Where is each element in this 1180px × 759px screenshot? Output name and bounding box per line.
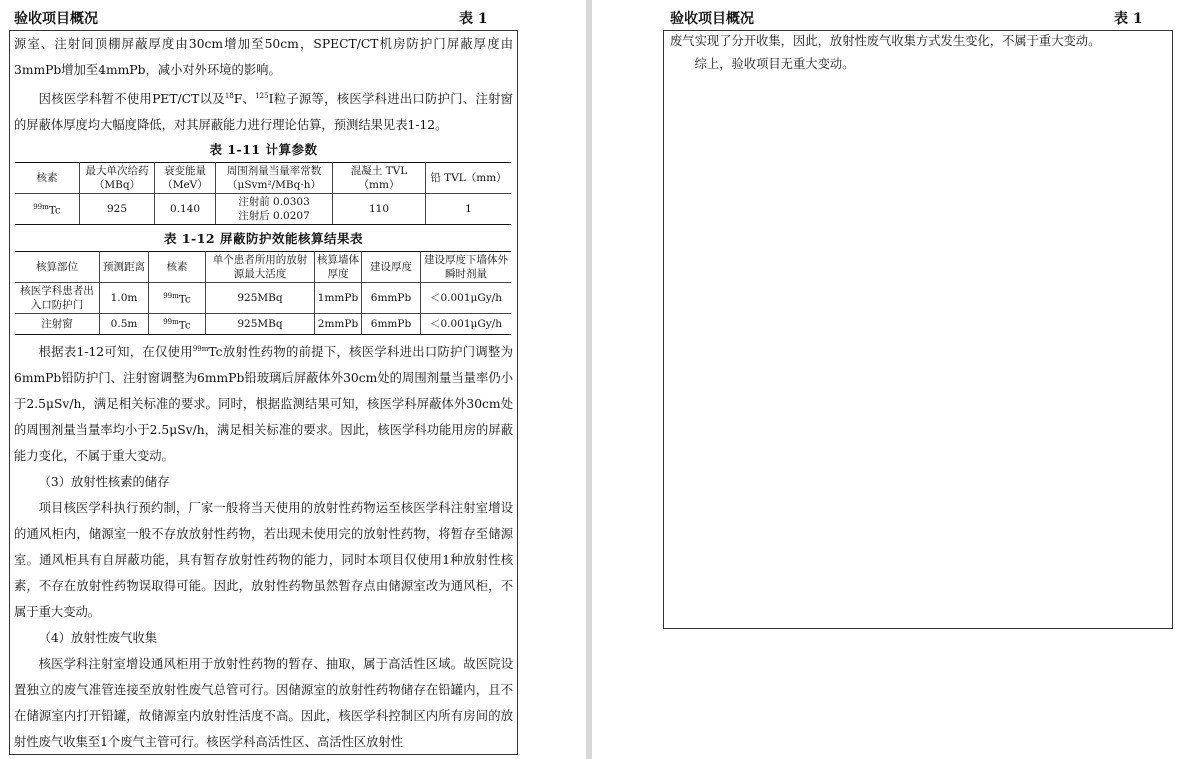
table-cell: 2mmPb [315, 314, 362, 335]
table-header-cell: 核算墙体厚度 [315, 252, 362, 283]
table-cell-nuclide: $^{99m}$Tc [15, 194, 80, 225]
table-header-cell: 混凝土 TVL（mm） [333, 163, 426, 194]
table-cell: 925 [80, 194, 155, 225]
table-header-row [15, 252, 511, 283]
section-heading-nuclide-storage: （3）放射性核素的储存 [38, 474, 170, 489]
paragraph-nuclide-storage: 项目核医学科执行预约制，厂家一般将当天使用的放射性药物运至核医学科注射室增设的通风柜内，储源室一般不存放放射性药物，若出现未使用完的放射性药物，将暂存至储源室。通风柜具有自屏蔽功能，具有暂存放射性药物的能力，同时本项目仅使用1种放射性核素，不存在放射性药物误取得可能。因此，放射性药物虽然暂存点由储源室改为通风柜，不属于重大变动。 [14, 500, 513, 619]
document-page-right [592, 0, 1180, 759]
table-cell: 核医学科患者出入口防护门 [15, 283, 100, 314]
table-row [15, 314, 511, 335]
table-cell: 注射窗 [15, 314, 100, 335]
document-page-left [0, 0, 586, 759]
table-1-12-caption: 表 1-12 屏蔽防护效能核算结果表 [164, 231, 363, 247]
table-cell: 6mmPb [362, 314, 421, 335]
table-header-row [15, 163, 511, 194]
table-header-cell: 单个患者所用的放射源最大活度 [206, 252, 315, 283]
table-cell: 1.0m [100, 283, 149, 314]
page-header-title: 验收项目概况 [14, 11, 98, 27]
content-frame [9, 30, 518, 755]
table-1-11-caption: 表 1-11 计算参数 [209, 142, 318, 158]
table-cell: 1 [426, 194, 512, 225]
table-header-cell: 建设厚度下墙体外瞬时剂量 [421, 252, 512, 283]
table-cell: ＜0.001μGy/h [421, 283, 512, 314]
table-cell: 0.140 [155, 194, 216, 225]
table-cell: 110 [333, 194, 426, 225]
table-cell: 注射前 0.0303 注射后 0.0207 [216, 194, 333, 225]
paragraph-exhaust-conclusion: 废气实现了分开收集，因此，放射性废气收集方式发生变化，不属于重大变动。 [670, 34, 1101, 48]
table-row [15, 283, 511, 314]
paragraph-shielding-change: 源室、注射间顶棚屏蔽厚度由30cm增加至50cm，SPECT/CT机房防护门屏蔽厚度由3mmPb增加至4mmPb，减小对外环境的影响。 [14, 37, 513, 77]
table-header-cell: 预测距离 [100, 252, 149, 283]
table-header-cell: 核素 [15, 163, 80, 194]
table-header-cell: 核算部位 [15, 252, 100, 283]
table-header-cell: 铅 TVL（mm） [426, 163, 512, 194]
table-header-cell: 建设厚度 [362, 252, 421, 283]
section-heading-exhaust-collection: （4）放射性废气收集 [38, 630, 158, 645]
table-header-cell: 衰变能量（MeV） [155, 163, 216, 194]
table-cell: ＜0.001μGy/h [421, 314, 512, 335]
table-row [15, 194, 511, 225]
table-cell: 925MBq [206, 283, 315, 314]
paragraph-summary: 综上，验收项目无重大变动。 [694, 57, 855, 71]
table-cell: 1mmPb [315, 283, 362, 314]
table-1-12-results [15, 251, 511, 335]
page-header-table-number: 表 1 [1114, 11, 1143, 27]
page-header-title: 验收项目概况 [670, 11, 754, 27]
table-header-cell: 最大单次给药（MBq） [80, 163, 155, 194]
paragraph-shielding-estimate: 因核医学科暂不使用PET/CT以及$^{18}$F、$^{125}$I粒子源等，核医学科进出口防护门、注射窗的屏蔽体厚度均大幅度降低，对其屏蔽能力进行理论估算，预测结果见表1-12。 [14, 92, 513, 133]
table-header-cell: 核素 [149, 252, 206, 283]
content-frame [663, 30, 1173, 629]
table-cell-nuclide: $^{99m}$Tc [149, 314, 206, 335]
table-cell-nuclide: $^{99m}$Tc [149, 283, 206, 314]
paragraph-exhaust-collection: 核医学科注射室增设通风柜用于放射性药物的暂存、抽取，属于高活性区域。故医院设置独立的废气准管连接至放射性废气总管可行。因储源室的放射性药物储存在铅罐内，且不在储源室内打开铅罐，故储源室内放射性活度不高。因此，核医学科控制区内所有房间的放射性废气收集至1个废气主管可行。核医学科高活性区、高活性区放射性 [14, 656, 513, 749]
table-header-cell: 周围剂量当量率常数（μSvm²/MBq·h） [216, 163, 333, 194]
table-cell: 925MBq [206, 314, 315, 335]
table-cell: 0.5m [100, 314, 149, 335]
page-header-table-number: 表 1 [459, 11, 488, 27]
table-cell: 6mmPb [362, 283, 421, 314]
table-1-11-parameters [15, 162, 511, 225]
paragraph-shielding-conclusion: 根据表1-12可知，在仅使用$^{99m}$Tc放射性药物的前提下，核医学科进出口防护门调整为6mmPb铅防护门、注射窗调整为6mmPb铅玻璃后屏蔽体外30cm处的周围剂量当量率仍小于2.5μSv/h，满足相关标准的要求。同时，根据监测结果可知，核医学科屏蔽体外30cm处的周围剂量当量率均小于2.5μSv/h，满足相关标准的要求。因此，核医学科功能用房的屏蔽能力变化，不属于重大变动。 [14, 344, 513, 463]
